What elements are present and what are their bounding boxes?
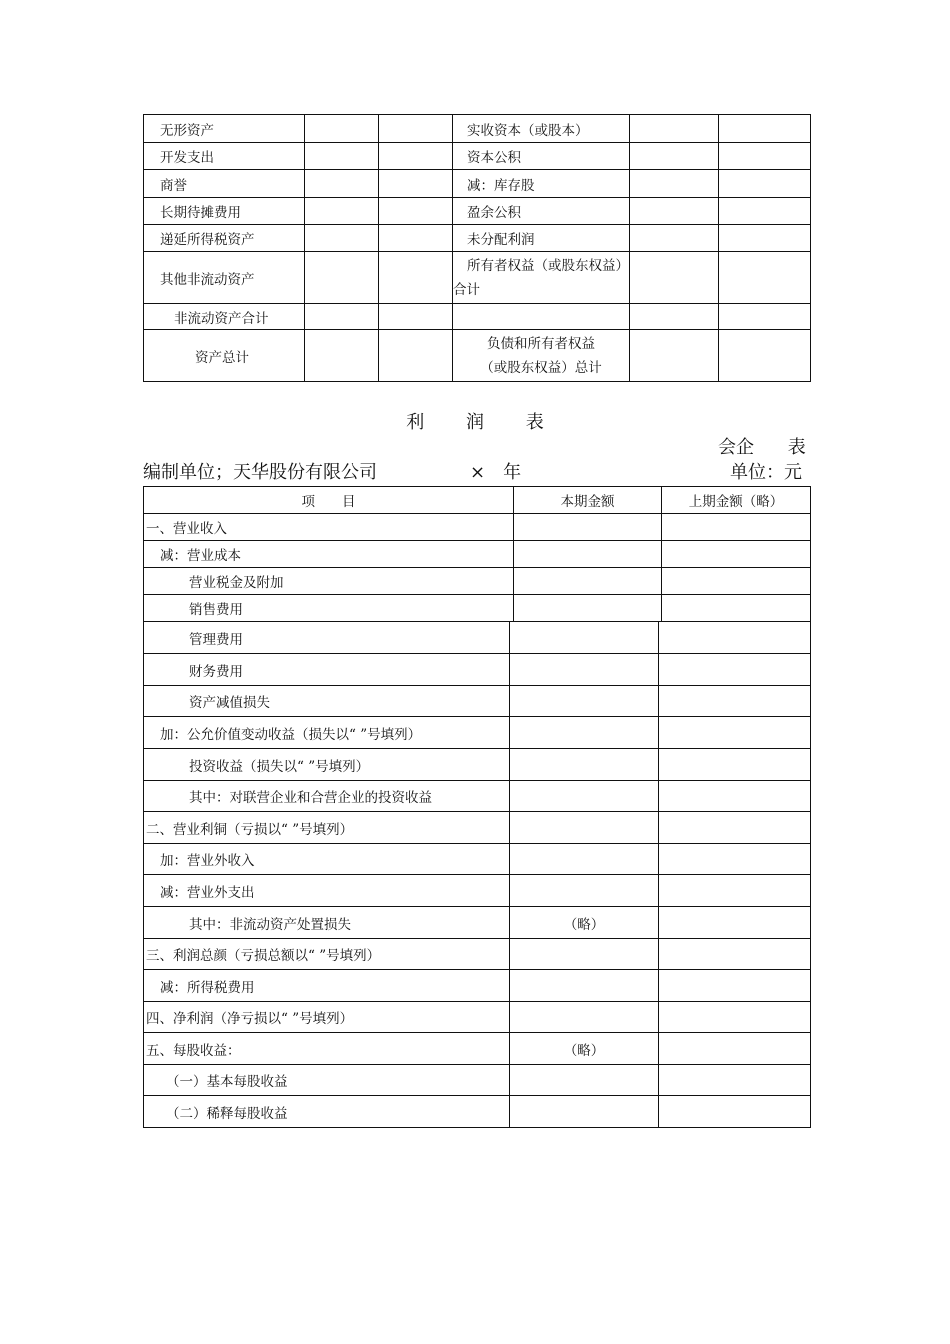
current-cell xyxy=(510,1002,659,1033)
row-label: 减：库存股 xyxy=(453,170,630,198)
row-label: 一、营业收入 xyxy=(144,514,514,541)
prior-cell xyxy=(659,812,811,844)
amount-cell xyxy=(305,252,379,304)
table-row xyxy=(144,875,811,907)
current-cell xyxy=(510,622,659,654)
row-label: 财务费用 xyxy=(144,654,510,686)
grand-total-cell xyxy=(453,330,630,382)
amount-cell xyxy=(719,143,811,170)
row-label xyxy=(453,304,630,330)
prior-cell xyxy=(659,622,811,654)
row-label: 管理费用 xyxy=(144,622,510,654)
header-row xyxy=(144,487,811,514)
amount-cell xyxy=(379,330,453,382)
row-label: 减：所得税费用 xyxy=(144,970,510,1002)
table-row xyxy=(144,1002,811,1033)
row-label: 递延所得税资产 xyxy=(144,225,305,252)
current-cell xyxy=(510,654,659,686)
title-char: 表 xyxy=(525,412,544,433)
prior-cell xyxy=(659,875,811,907)
row-label: 盈余公积 xyxy=(453,198,630,225)
prior-cell xyxy=(659,654,811,686)
row-label: 加：公允价值变动收益（损失以“ ”号填列） xyxy=(144,717,510,749)
balance-sheet-table xyxy=(143,114,811,382)
row-label: 减：营业成本 xyxy=(144,541,514,568)
preparer-label: 编制单位；天华股份有限公司 xyxy=(143,462,377,483)
year-label: × 年 xyxy=(470,462,522,483)
table-row xyxy=(144,654,811,686)
amount-cell xyxy=(719,330,811,382)
header-prior: 上期金额（略） xyxy=(662,487,811,514)
amount-cell xyxy=(305,225,379,252)
row-label: 二、营业利铜（亏损以“ ”号填列） xyxy=(144,812,510,844)
amount-cell xyxy=(719,115,811,143)
row-label: （或股东权益）总计 xyxy=(480,359,602,376)
amount-cell xyxy=(305,304,379,330)
table-row xyxy=(144,595,811,622)
table-row xyxy=(144,514,811,541)
current-cell xyxy=(510,1096,659,1128)
amount-cell xyxy=(719,198,811,225)
amount-cell xyxy=(305,198,379,225)
amount-cell xyxy=(379,115,453,143)
income-statement-title xyxy=(0,408,950,434)
row-label: （二）稀释每股收益 xyxy=(144,1096,510,1128)
row-label: 资本公积 xyxy=(453,143,630,170)
prior-cell xyxy=(659,1096,811,1128)
header-item: 项 目 xyxy=(144,487,514,514)
amount-cell xyxy=(379,252,453,304)
unit-label: 单位：元 xyxy=(730,462,802,483)
table-row xyxy=(144,252,811,304)
amount-cell xyxy=(630,198,719,225)
amount-cell xyxy=(719,225,811,252)
current-cell xyxy=(514,595,662,622)
row-label: 开发支出 xyxy=(144,143,305,170)
prior-cell xyxy=(662,514,811,541)
prior-cell xyxy=(662,541,811,568)
amount-cell xyxy=(379,225,453,252)
table-row xyxy=(144,749,811,781)
amount-cell xyxy=(305,330,379,382)
current-cell: （略） xyxy=(510,1033,659,1065)
table-row xyxy=(144,622,811,654)
table-row xyxy=(144,541,811,568)
table-row xyxy=(144,304,811,330)
amount-cell xyxy=(630,330,719,382)
amount-cell xyxy=(630,115,719,143)
amount-cell xyxy=(719,304,811,330)
prior-cell xyxy=(659,749,811,781)
prior-cell xyxy=(659,1033,811,1065)
amount-cell xyxy=(379,143,453,170)
current-cell xyxy=(510,1065,659,1096)
row-label: 营业税金及附加 xyxy=(144,568,514,595)
prior-cell xyxy=(662,568,811,595)
prior-cell xyxy=(662,595,811,622)
table-row xyxy=(144,143,811,170)
row-label: 投资收益（损失以“ ”号填列） xyxy=(144,749,510,781)
amount-cell xyxy=(630,143,719,170)
current-cell xyxy=(514,541,662,568)
table-row xyxy=(144,170,811,198)
current-cell xyxy=(510,749,659,781)
prior-cell xyxy=(659,939,811,970)
amount-cell xyxy=(305,143,379,170)
amount-cell xyxy=(719,170,811,198)
row-label: 无形资产 xyxy=(144,115,305,143)
current-cell xyxy=(510,812,659,844)
amount-cell xyxy=(379,304,453,330)
title-char: 润 xyxy=(466,412,484,433)
current-cell xyxy=(510,844,659,875)
current-cell xyxy=(514,514,662,541)
prior-cell xyxy=(659,844,811,875)
row-label: 其中：对联营企业和合营企业的投资收益 xyxy=(144,781,510,812)
title-char: 利 xyxy=(406,412,425,433)
table-row xyxy=(144,844,811,875)
amount-cell xyxy=(305,115,379,143)
table-row xyxy=(144,812,811,844)
amount-cell xyxy=(305,170,379,198)
table-row xyxy=(144,1033,811,1065)
row-label: 加：营业外收入 xyxy=(144,844,510,875)
current-cell xyxy=(510,717,659,749)
current-cell xyxy=(510,970,659,1002)
income-statement-table-top xyxy=(143,486,811,622)
table-row xyxy=(144,1065,811,1096)
table-row xyxy=(144,1096,811,1128)
current-cell xyxy=(510,686,659,717)
row-label: 所有者权益（或股东权益） xyxy=(467,257,629,274)
current-cell xyxy=(510,939,659,970)
prior-cell xyxy=(659,781,811,812)
table-row xyxy=(144,717,811,749)
amount-cell xyxy=(630,225,719,252)
amount-cell xyxy=(379,170,453,198)
row-label: 其他非流动资产 xyxy=(144,252,305,304)
table-row xyxy=(144,198,811,225)
row-label: （一）基本每股收益 xyxy=(144,1065,510,1096)
row-label: 五、每股收益： xyxy=(144,1033,510,1065)
row-label: 四、净利润（净亏损以“ ”号填列） xyxy=(144,1002,510,1033)
current-cell xyxy=(510,781,659,812)
form-code: 会企 表 xyxy=(718,437,806,458)
prior-cell xyxy=(659,907,811,939)
row-label: 减：营业外支出 xyxy=(144,875,510,907)
prior-cell xyxy=(659,970,811,1002)
amount-cell xyxy=(630,252,719,304)
prior-cell xyxy=(659,1002,811,1033)
table-row xyxy=(144,115,811,143)
row-label: 资产总计 xyxy=(144,330,305,382)
table-row xyxy=(144,568,811,595)
header-current: 本期金额 xyxy=(514,487,662,514)
table-row xyxy=(144,330,811,382)
row-label: 三、利润总颜（亏损总额以“ ”号填列） xyxy=(144,939,510,970)
prior-cell xyxy=(659,717,811,749)
row-label: 商誉 xyxy=(144,170,305,198)
row-label: 长期待摊费用 xyxy=(144,198,305,225)
prior-cell xyxy=(659,686,811,717)
row-label: 非流动资产合计 xyxy=(144,304,305,330)
prior-cell xyxy=(659,1065,811,1096)
income-statement-table-bottom xyxy=(143,621,811,1128)
amount-cell xyxy=(719,252,811,304)
equity-total-cell xyxy=(453,252,630,304)
row-label: 实收资本（或股本） xyxy=(453,115,630,143)
current-cell xyxy=(514,568,662,595)
amount-cell xyxy=(630,304,719,330)
row-label: 负债和所有者权益 xyxy=(487,335,595,352)
row-label: 合计 xyxy=(453,281,480,298)
row-label: 销售费用 xyxy=(144,595,514,622)
row-label: 未分配利润 xyxy=(453,225,630,252)
table-row xyxy=(144,939,811,970)
row-label: 其中：非流动资产处置损失 xyxy=(144,907,510,939)
table-row xyxy=(144,781,811,812)
current-cell xyxy=(510,875,659,907)
table-row xyxy=(144,686,811,717)
amount-cell xyxy=(630,170,719,198)
table-row xyxy=(144,225,811,252)
current-cell: （略） xyxy=(510,907,659,939)
table-row xyxy=(144,970,811,1002)
amount-cell xyxy=(379,198,453,225)
table-row xyxy=(144,907,811,939)
row-label: 资产减值损失 xyxy=(144,686,510,717)
